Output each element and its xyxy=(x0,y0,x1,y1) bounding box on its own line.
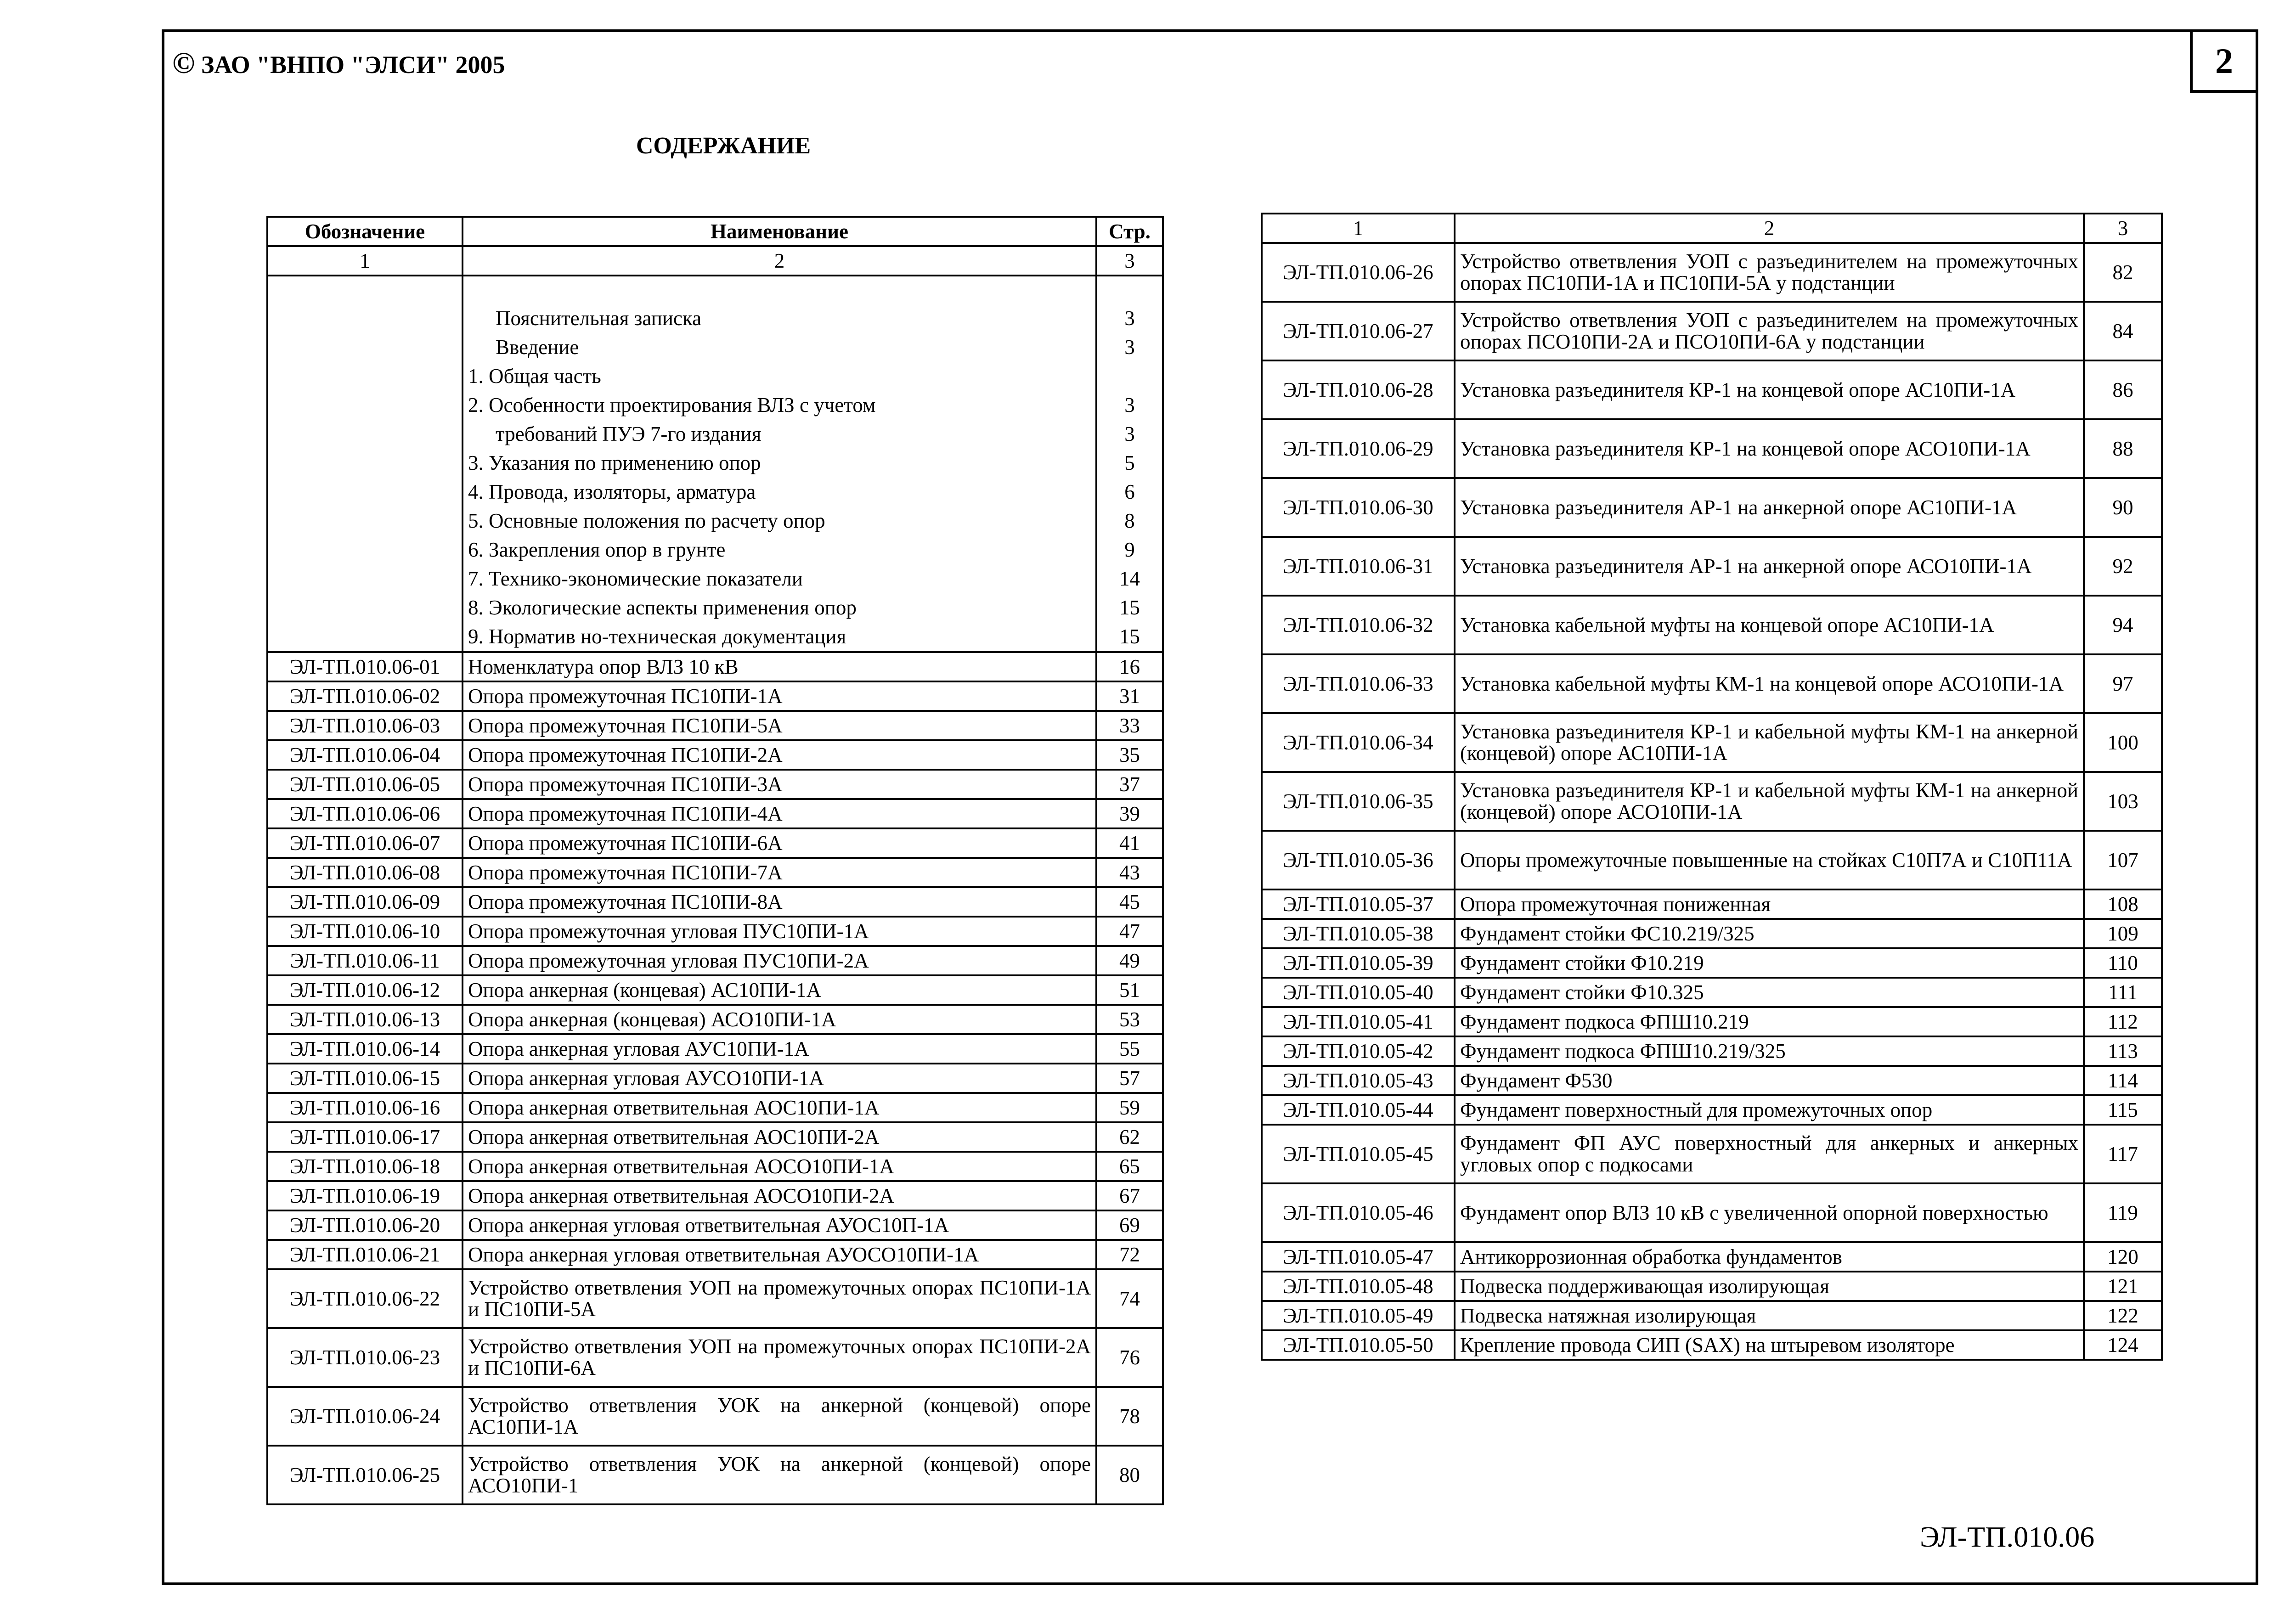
designation-cell: ЭЛ-ТП.010.06-20 xyxy=(267,1210,463,1240)
page-cell: 65 xyxy=(1096,1152,1163,1181)
page-cell: 111 xyxy=(2084,978,2162,1007)
page-cell: 114 xyxy=(2084,1066,2162,1095)
designation-cell: ЭЛ-ТП.010.06-29 xyxy=(1262,419,1455,478)
introduction-section xyxy=(267,276,1163,652)
table-row xyxy=(1262,919,2162,948)
table-row xyxy=(1262,1036,2162,1066)
table-row xyxy=(1262,419,2162,478)
intro-item-title: 9. Норматив но-техническая документация xyxy=(468,625,846,648)
name-cell: Опора промежуточная ПС10ПИ-5А xyxy=(463,711,1096,740)
designation-cell: ЭЛ-ТП.010.06-04 xyxy=(267,740,463,770)
name-cell: Опора анкерная угловая АУСО10ПИ-1А xyxy=(463,1064,1096,1093)
document-code: ЭЛ-ТП.010.06 xyxy=(1920,1520,2095,1553)
page-cell: 103 xyxy=(2084,772,2162,831)
column-header-page: Стр. xyxy=(1096,217,1163,246)
table-row xyxy=(267,1328,1163,1387)
designation-cell: ЭЛ-ТП.010.06-13 xyxy=(267,1005,463,1034)
designation-cell: ЭЛ-ТП.010.06-25 xyxy=(267,1446,463,1504)
designation-cell: ЭЛ-ТП.010.06-03 xyxy=(267,711,463,740)
name-cell: Фундамент подкоса ФПШ10.219 xyxy=(1455,1007,2084,1036)
column-number: 1 xyxy=(267,246,463,276)
name-cell: Опора промежуточная ПС10ПИ-3А xyxy=(463,770,1096,799)
table-row xyxy=(1262,243,2162,302)
designation-cell: ЭЛ-ТП.010.06-16 xyxy=(267,1093,463,1122)
designation-cell: ЭЛ-ТП.010.06-14 xyxy=(267,1034,463,1064)
table-row xyxy=(1262,831,2162,889)
name-cell: Фундамент стойки Ф10.219 xyxy=(1455,948,2084,978)
table-row xyxy=(267,1064,1163,1093)
table-row xyxy=(267,828,1163,858)
name-cell: Установка разъединителя АР-1 на анкерной опоре АСО10ПИ-1А xyxy=(1455,537,2084,596)
table-row xyxy=(1262,654,2162,713)
designation-cell: ЭЛ-ТП.010.06-33 xyxy=(1262,654,1455,713)
table-row xyxy=(1262,1007,2162,1036)
table-row xyxy=(1262,713,2162,772)
designation-cell: ЭЛ-ТП.010.06-06 xyxy=(267,799,463,828)
page-cell: 47 xyxy=(1096,917,1163,946)
page-number: 2 xyxy=(2215,41,2233,81)
column-header-name: Наименование xyxy=(463,217,1096,246)
page-cell: 45 xyxy=(1096,887,1163,917)
name-cell: Устройство ответвления УОК на анкерной (концевой) опоре АС10ПИ-1А xyxy=(463,1387,1096,1446)
page-cell: 16 xyxy=(1096,652,1163,681)
designation-cell: ЭЛ-ТП.010.06-02 xyxy=(267,681,463,711)
page-cell: 109 xyxy=(2084,919,2162,948)
page-cell: 84 xyxy=(2084,302,2162,360)
designation-cell: ЭЛ-ТП.010.05-39 xyxy=(1262,948,1455,978)
table-row xyxy=(267,1446,1163,1504)
table-row xyxy=(1262,537,2162,596)
name-cell: Фундамент опор ВЛЗ 10 кВ с увеличенной опорной поверхностью xyxy=(1455,1183,2084,1242)
table-row xyxy=(267,858,1163,887)
designation-cell: ЭЛ-ТП.010.06-22 xyxy=(267,1269,463,1328)
header-row xyxy=(267,217,1163,246)
intro-item-title: требований ПУЭ 7-го издания xyxy=(496,422,762,445)
name-cell: Установка кабельной муфты КМ-1 на концевой опоре АСО10ПИ-1А xyxy=(1455,654,2084,713)
table-row xyxy=(267,652,1163,681)
page-cell: 51 xyxy=(1096,975,1163,1005)
page-cell: 57 xyxy=(1096,1064,1163,1093)
empty-designation-cell xyxy=(267,276,463,652)
page-cell: 76 xyxy=(1096,1328,1163,1387)
copyright-line xyxy=(172,46,505,81)
page-cell: 100 xyxy=(2084,713,2162,772)
table-row xyxy=(267,1269,1163,1328)
table-row xyxy=(1262,302,2162,360)
table-row xyxy=(1262,1125,2162,1183)
page-title: СОДЕРЖАНИЕ xyxy=(636,133,811,159)
table-row xyxy=(1262,1183,2162,1242)
intro-item-page: 3 xyxy=(1124,336,1135,359)
page-cell: 31 xyxy=(1096,681,1163,711)
name-cell: Устройство ответвления УОП на промежуточных опорах ПС10ПИ-1А и ПС10ПИ-5А xyxy=(463,1269,1096,1328)
page-cell: 72 xyxy=(1096,1240,1163,1269)
name-cell: Антикоррозионная обработка фундаментов xyxy=(1455,1242,2084,1272)
column-number: 2 xyxy=(1455,214,2084,243)
name-cell: Фундамент поверхностный для промежуточных опор xyxy=(1455,1095,2084,1125)
table-row xyxy=(267,711,1163,740)
designation-cell: ЭЛ-ТП.010.05-47 xyxy=(1262,1242,1455,1272)
intro-item-title: 5. Основные положения по расчету опор xyxy=(468,509,825,532)
page-cell: 67 xyxy=(1096,1181,1163,1210)
page-cell: 108 xyxy=(2084,889,2162,919)
intro-item-title: 7. Технико-экономические показатели xyxy=(468,567,803,590)
page-cell: 39 xyxy=(1096,799,1163,828)
name-cell: Опора анкерная угловая АУС10ПИ-1А xyxy=(463,1034,1096,1064)
name-cell: Устройство ответвления УОП с разъединителем на промежуточных опорах ПСО10ПИ-2А и ПСО10ПИ-6А у подстанции xyxy=(1455,302,2084,360)
name-cell: Фундамент стойки Ф10.325 xyxy=(1455,978,2084,1007)
intro-item-page xyxy=(1097,362,1162,391)
table-row xyxy=(267,740,1163,770)
designation-cell: ЭЛ-ТП.010.05-50 xyxy=(1262,1330,1455,1360)
name-cell: Фундамент ФП АУС поверхностный для анкерных и анкерных угловых опор с подкосами xyxy=(1455,1125,2084,1183)
name-cell: Подвеска поддерживающая изолирующая xyxy=(1455,1272,2084,1301)
designation-cell: ЭЛ-ТП.010.06-17 xyxy=(267,1122,463,1152)
name-cell: Опора анкерная угловая ответвительная АУОС10П-1А xyxy=(463,1210,1096,1240)
table-row xyxy=(1262,1066,2162,1095)
designation-cell: ЭЛ-ТП.010.06-07 xyxy=(267,828,463,858)
intro-item-page: 3 xyxy=(1124,307,1135,330)
name-cell: Опоры промежуточные повышенные на стойках С10П7А и С10П11А xyxy=(1455,831,2084,889)
page-cell: 49 xyxy=(1096,946,1163,975)
name-cell: Установка кабельной муфты на концевой опоре АС10ПИ-1А xyxy=(1455,596,2084,654)
page-cell: 33 xyxy=(1096,711,1163,740)
intro-item-page: 3 xyxy=(1124,394,1135,417)
table-row xyxy=(1262,889,2162,919)
page-cell: 115 xyxy=(2084,1095,2162,1125)
intro-item-title: 1. Общая часть xyxy=(468,365,601,388)
designation-cell: ЭЛ-ТП.010.05-37 xyxy=(1262,889,1455,919)
table-row xyxy=(1262,1301,2162,1330)
name-cell: Установка разъединителя КР-1 на концевой опоре АСО10ПИ-1А xyxy=(1455,419,2084,478)
page-cell: 82 xyxy=(2084,243,2162,302)
name-cell: Крепление провода СИП (SAX) на штыревом изоляторе xyxy=(1455,1330,2084,1360)
page-cell: 121 xyxy=(2084,1272,2162,1301)
page-cell: 37 xyxy=(1096,770,1163,799)
name-cell: Устройство ответвления УОП с разъединителем на промежуточных опорах ПС10ПИ-1А и ПС10ПИ-5А у подстанции xyxy=(1455,243,2084,302)
designation-cell: ЭЛ-ТП.010.06-31 xyxy=(1262,537,1455,596)
intro-item-title: 8. Экологические аспекты применения опор xyxy=(468,596,857,619)
name-cell: Опора анкерная (концевая) АС10ПИ-1А xyxy=(463,975,1096,1005)
page-cell: 69 xyxy=(1096,1210,1163,1240)
table-row xyxy=(267,1387,1163,1446)
table-row xyxy=(1262,1095,2162,1125)
name-cell: Опора анкерная ответвительная АОС10ПИ-1А xyxy=(463,1093,1096,1122)
intro-item-page: 8 xyxy=(1124,509,1135,532)
name-cell: Опора промежуточная ПС10ПИ-7А xyxy=(463,858,1096,887)
name-cell: Опора анкерная ответвительная АОС10ПИ-2А xyxy=(463,1122,1096,1152)
page-cell: 55 xyxy=(1096,1034,1163,1064)
name-cell: Опора промежуточная ПС10ПИ-1А xyxy=(463,681,1096,711)
table-row xyxy=(1262,948,2162,978)
page-cell: 78 xyxy=(1096,1387,1163,1446)
designation-cell: ЭЛ-ТП.010.05-36 xyxy=(1262,831,1455,889)
table-row xyxy=(1262,1272,2162,1301)
page-cell: 113 xyxy=(2084,1036,2162,1066)
name-cell: Устройство ответвления УОК на анкерной (концевой) опоре АСО10ПИ-1 xyxy=(463,1446,1096,1504)
column-header-designation: Обозначение xyxy=(267,217,463,246)
table-row xyxy=(1262,978,2162,1007)
designation-cell: ЭЛ-ТП.010.06-12 xyxy=(267,975,463,1005)
intro-item-title: Введение xyxy=(496,336,579,359)
designation-cell: ЭЛ-ТП.010.06-19 xyxy=(267,1181,463,1210)
column-number-row xyxy=(267,246,1163,276)
page-cell: 119 xyxy=(2084,1183,2162,1242)
contents-table-right xyxy=(1261,213,2163,1361)
table-row xyxy=(267,1034,1163,1064)
intro-item-page: 3 xyxy=(1124,422,1135,445)
column-number: 3 xyxy=(2084,214,2162,243)
name-cell: Фундамент стойки ФС10.219/325 xyxy=(1455,919,2084,948)
table-row xyxy=(267,975,1163,1005)
designation-cell: ЭЛ-ТП.010.06-34 xyxy=(1262,713,1455,772)
page-cell: 117 xyxy=(2084,1125,2162,1183)
contents-table-left xyxy=(266,216,1164,1505)
table-row xyxy=(267,1005,1163,1034)
name-cell: Опора анкерная угловая ответвительная АУОСО10ПИ-1А xyxy=(463,1240,1096,1269)
designation-cell: ЭЛ-ТП.010.06-09 xyxy=(267,887,463,917)
designation-cell: ЭЛ-ТП.010.06-35 xyxy=(1262,772,1455,831)
intro-item-page: 6 xyxy=(1124,480,1135,503)
designation-cell: ЭЛ-ТП.010.05-43 xyxy=(1262,1066,1455,1095)
page-cell: 43 xyxy=(1096,858,1163,887)
intro-item-page: 15 xyxy=(1119,596,1140,619)
designation-cell: ЭЛ-ТП.010.06-08 xyxy=(267,858,463,887)
table-row xyxy=(267,917,1163,946)
designation-cell: ЭЛ-ТП.010.06-11 xyxy=(267,946,463,975)
name-cell: Опора анкерная ответвительная АОСО10ПИ-1А xyxy=(463,1152,1096,1181)
name-cell: Установка разъединителя АР-1 на анкерной опоре АС10ПИ-1А xyxy=(1455,478,2084,537)
table-row xyxy=(267,799,1163,828)
name-cell: Опора промежуточная ПС10ПИ-6А xyxy=(463,828,1096,858)
designation-cell: ЭЛ-ТП.010.06-27 xyxy=(1262,302,1455,360)
page-cell: 74 xyxy=(1096,1269,1163,1328)
table-row xyxy=(267,770,1163,799)
intro-item-title: Пояснительная записка xyxy=(496,307,702,330)
name-cell: Опора промежуточная пониженная xyxy=(1455,889,2084,919)
page-cell: 120 xyxy=(2084,1242,2162,1272)
page-cell: 92 xyxy=(2084,537,2162,596)
designation-cell: ЭЛ-ТП.010.06-15 xyxy=(267,1064,463,1093)
name-cell: Устройство ответвления УОП на промежуточных опорах ПС10ПИ-2А и ПС10ПИ-6А xyxy=(463,1328,1096,1387)
page-cell: 62 xyxy=(1096,1122,1163,1152)
table-row xyxy=(267,1093,1163,1122)
designation-cell: ЭЛ-ТП.010.05-41 xyxy=(1262,1007,1455,1036)
intro-item-page: 9 xyxy=(1124,538,1135,561)
table-row xyxy=(267,1210,1163,1240)
name-cell: Опора промежуточная ПС10ПИ-8А xyxy=(463,887,1096,917)
designation-cell: ЭЛ-ТП.010.06-05 xyxy=(267,770,463,799)
table-row xyxy=(267,946,1163,975)
page-cell: 80 xyxy=(1096,1446,1163,1504)
page-cell: 88 xyxy=(2084,419,2162,478)
page-cell: 59 xyxy=(1096,1093,1163,1122)
column-number: 1 xyxy=(1262,214,1455,243)
page-number-box xyxy=(2190,29,2258,93)
name-cell: Фундамент Ф530 xyxy=(1455,1066,2084,1095)
page-cell: 112 xyxy=(2084,1007,2162,1036)
table-row xyxy=(267,887,1163,917)
name-cell: Фундамент подкоса ФПШ10.219/325 xyxy=(1455,1036,2084,1066)
designation-cell: ЭЛ-ТП.010.05-44 xyxy=(1262,1095,1455,1125)
table-row xyxy=(1262,772,2162,831)
page-cell: 124 xyxy=(2084,1330,2162,1360)
designation-cell: ЭЛ-ТП.010.06-24 xyxy=(267,1387,463,1446)
intro-titles-cell xyxy=(463,276,1096,652)
name-cell: Опора промежуточная ПС10ПИ-2А xyxy=(463,740,1096,770)
name-cell: Опора анкерная (концевая) АСО10ПИ-1А xyxy=(463,1005,1096,1034)
designation-cell: ЭЛ-ТП.010.06-26 xyxy=(1262,243,1455,302)
designation-cell: ЭЛ-ТП.010.05-42 xyxy=(1262,1036,1455,1066)
name-cell: Опора анкерная ответвительная АОСО10ПИ-2А xyxy=(463,1181,1096,1210)
designation-cell: ЭЛ-ТП.010.05-48 xyxy=(1262,1272,1455,1301)
table-row xyxy=(1262,1330,2162,1360)
column-number-row xyxy=(1262,214,2162,243)
designation-cell: ЭЛ-ТП.010.06-21 xyxy=(267,1240,463,1269)
designation-cell: ЭЛ-ТП.010.05-40 xyxy=(1262,978,1455,1007)
page-cell: 41 xyxy=(1096,828,1163,858)
table-row xyxy=(1262,360,2162,419)
designation-cell: ЭЛ-ТП.010.05-45 xyxy=(1262,1125,1455,1183)
designation-cell: ЭЛ-ТП.010.05-49 xyxy=(1262,1301,1455,1330)
name-cell: Номенклатура опор ВЛЗ 10 кВ xyxy=(463,652,1096,681)
designation-cell: ЭЛ-ТП.010.06-28 xyxy=(1262,360,1455,419)
intro-item-title: 6. Закрепления опор в грунте xyxy=(468,538,726,561)
name-cell: Установка разъединителя КР-1 и кабельной муфты КМ-1 на анкерной (концевой) опоре АС10ПИ-1А xyxy=(1455,713,2084,772)
table-row xyxy=(267,1122,1163,1152)
designation-cell: ЭЛ-ТП.010.06-01 xyxy=(267,652,463,681)
designation-cell: ЭЛ-ТП.010.05-38 xyxy=(1262,919,1455,948)
page-cell: 122 xyxy=(2084,1301,2162,1330)
name-cell: Опора промежуточная ПС10ПИ-4А xyxy=(463,799,1096,828)
page-cell: 86 xyxy=(2084,360,2162,419)
designation-cell: ЭЛ-ТП.010.05-46 xyxy=(1262,1183,1455,1242)
table-row xyxy=(267,1181,1163,1210)
table-row xyxy=(1262,596,2162,654)
page-cell: 94 xyxy=(2084,596,2162,654)
table-row xyxy=(267,681,1163,711)
column-number: 3 xyxy=(1096,246,1163,276)
table-row xyxy=(1262,478,2162,537)
page-cell: 53 xyxy=(1096,1005,1163,1034)
intro-item-page: 14 xyxy=(1119,567,1140,590)
intro-item-title: 3. Указания по применению опор xyxy=(468,451,761,474)
name-cell: Подвеска натяжная изолирующая xyxy=(1455,1301,2084,1330)
name-cell: Опора промежуточная угловая ПУС10ПИ-1А xyxy=(463,917,1096,946)
designation-cell: ЭЛ-ТП.010.06-30 xyxy=(1262,478,1455,537)
copyright-icon: © xyxy=(172,46,195,80)
designation-cell: ЭЛ-ТП.010.06-23 xyxy=(267,1328,463,1387)
intro-item-title: 4. Провода, изоляторы, арматура xyxy=(468,480,756,503)
intro-pages-cell xyxy=(1096,276,1163,652)
designation-cell: ЭЛ-ТП.010.06-18 xyxy=(267,1152,463,1181)
page-cell: 35 xyxy=(1096,740,1163,770)
copyright-text: ЗАО "ВНПО "ЭЛСИ" 2005 xyxy=(201,51,505,79)
table-row xyxy=(1262,1242,2162,1272)
designation-cell: ЭЛ-ТП.010.06-10 xyxy=(267,917,463,946)
intro-item-page: 15 xyxy=(1119,625,1140,648)
column-number: 2 xyxy=(463,246,1096,276)
name-cell: Установка разъединителя КР-1 на концевой опоре АС10ПИ-1А xyxy=(1455,360,2084,419)
designation-cell: ЭЛ-ТП.010.06-32 xyxy=(1262,596,1455,654)
name-cell: Установка разъединителя КР-1 и кабельной муфты КМ-1 на анкерной (концевой) опоре АСО10ПИ-1А xyxy=(1455,772,2084,831)
page-cell: 97 xyxy=(2084,654,2162,713)
table-row xyxy=(267,1240,1163,1269)
page-cell: 107 xyxy=(2084,831,2162,889)
page-cell: 110 xyxy=(2084,948,2162,978)
intro-item-title: 2. Особенности проектирования ВЛЗ с учетом xyxy=(468,394,876,417)
page-cell: 90 xyxy=(2084,478,2162,537)
name-cell: Опора промежуточная угловая ПУС10ПИ-2А xyxy=(463,946,1096,975)
intro-item-page: 5 xyxy=(1124,451,1135,474)
table-row xyxy=(267,1152,1163,1181)
